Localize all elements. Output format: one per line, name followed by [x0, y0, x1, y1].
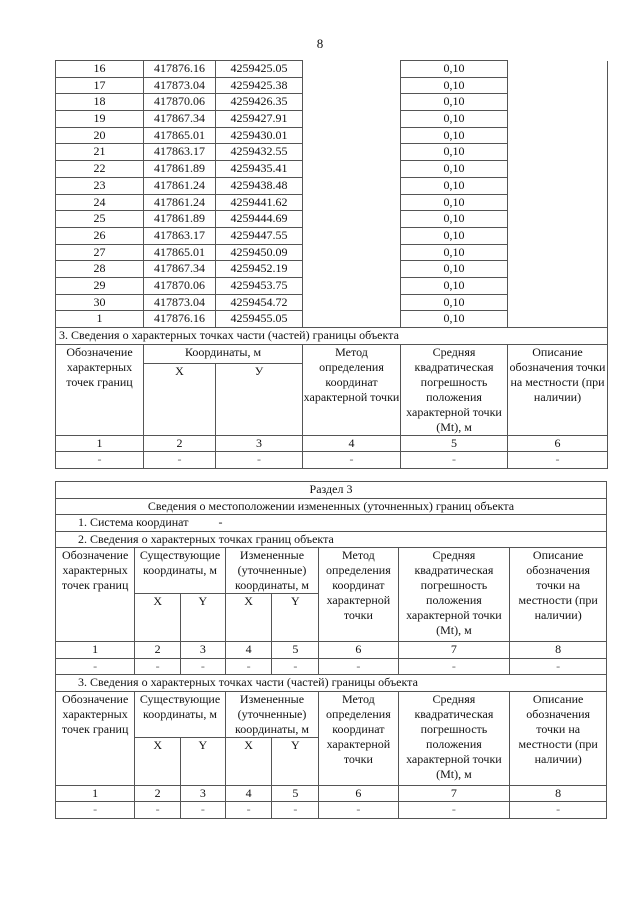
point-description	[508, 161, 608, 178]
point-id: 16	[56, 61, 144, 78]
point-description	[508, 177, 608, 194]
point-x: 417865.01	[144, 244, 216, 261]
coord-system-value: -	[218, 515, 223, 529]
point-id: 23	[56, 177, 144, 194]
cell-value: -	[508, 452, 608, 469]
point-mt: 0,10	[401, 227, 508, 244]
point-method	[303, 161, 401, 178]
col-num: 2	[144, 435, 216, 452]
cell-value: -	[225, 658, 272, 675]
point-id: 1	[56, 311, 144, 328]
header-designation: Обозначение характерных точек границ	[56, 691, 135, 785]
point-description	[508, 211, 608, 228]
col-num: 8	[510, 642, 607, 659]
header-mt: Средняя квадратическая погрешность положения характерной точки (Mt), м	[398, 691, 510, 785]
col-num: 5	[272, 642, 319, 659]
table-row	[56, 261, 608, 278]
header-x: X	[225, 737, 272, 785]
point-description	[508, 277, 608, 294]
point-y: 4259444.69	[216, 211, 303, 228]
point-x: 417876.16	[144, 61, 216, 78]
point-method	[303, 177, 401, 194]
header-description: Описание обозначения точки на местности (при наличии)	[508, 344, 608, 435]
point-id: 30	[56, 294, 144, 311]
cell-value: -	[56, 802, 135, 819]
point-x: 417861.24	[144, 177, 216, 194]
point-method	[303, 277, 401, 294]
section-subtitle: Сведения о местоположении измененных (уточненных) границ объекта	[56, 498, 607, 515]
cell-value: -	[225, 802, 272, 819]
header-method: Метод определения координат характерной точки	[303, 344, 401, 435]
section3-table	[55, 481, 607, 819]
header-designation: Обозначение характерных точек границ	[56, 344, 144, 435]
col-num: 6	[508, 435, 608, 452]
header-y: Y	[272, 594, 319, 642]
point-x: 417861.89	[144, 161, 216, 178]
point-method	[303, 211, 401, 228]
table-row	[56, 211, 608, 228]
point-x: 417865.01	[144, 127, 216, 144]
point-x: 417873.04	[144, 294, 216, 311]
header-description: Описание обозначения точки на местности (при наличии)	[510, 548, 607, 642]
point-description	[508, 127, 608, 144]
point-id: 28	[56, 261, 144, 278]
col-num: 3	[181, 642, 226, 659]
header-method: Метод определения координат характерной точки	[319, 691, 398, 785]
header-existing: Существующие координаты, м	[135, 548, 225, 594]
header-method: Метод определения координат характерной точки	[319, 548, 398, 642]
point-id: 29	[56, 277, 144, 294]
point-x: 417867.34	[144, 261, 216, 278]
point-method	[303, 144, 401, 161]
col-num: 1	[56, 785, 135, 802]
table-row	[56, 77, 608, 94]
section-title: 3. Сведения о характерных точках части (частей) границы объекта	[56, 328, 608, 345]
coord-system-label: 1. Система координат	[78, 515, 189, 529]
point-y: 4259427.91	[216, 111, 303, 128]
col-num: 7	[398, 785, 510, 802]
col-num: 1	[56, 642, 135, 659]
point-method	[303, 94, 401, 111]
cell-value: -	[56, 452, 144, 469]
col-num: 4	[225, 642, 272, 659]
values-row	[56, 658, 607, 675]
table-row	[56, 277, 608, 294]
point-mt: 0,10	[401, 177, 508, 194]
point-id: 21	[56, 144, 144, 161]
table-row	[56, 194, 608, 211]
header-coords: Координаты, м	[144, 344, 303, 363]
point-description	[508, 311, 608, 328]
header-y: Y	[181, 737, 226, 785]
point-method	[303, 294, 401, 311]
point-y: 4259452.19	[216, 261, 303, 278]
point-id: 25	[56, 211, 144, 228]
point-method	[303, 194, 401, 211]
col-num: 2	[135, 642, 181, 659]
header-designation: Обозначение характерных точек границ	[56, 548, 135, 642]
point-y: 4259453.75	[216, 277, 303, 294]
column-numbers-row	[56, 435, 608, 452]
table-row	[56, 111, 608, 128]
cell-value: -	[319, 658, 398, 675]
point-method	[303, 77, 401, 94]
cell-value: -	[272, 658, 319, 675]
point-description	[508, 94, 608, 111]
column-numbers-row	[56, 785, 607, 802]
point-method	[303, 227, 401, 244]
point-mt: 0,10	[401, 127, 508, 144]
point-x: 417861.24	[144, 194, 216, 211]
point-method	[303, 311, 401, 328]
point-x: 417863.17	[144, 227, 216, 244]
header-x: X	[135, 594, 181, 642]
point-y: 4259441.62	[216, 194, 303, 211]
point-x: 417861.89	[144, 211, 216, 228]
point-id: 20	[56, 127, 144, 144]
point-description	[508, 61, 608, 78]
table-row	[56, 294, 608, 311]
header-mt: Средняя квадратическая погрешность положения характерной точки (Mt), м	[398, 548, 510, 642]
point-y: 4259425.38	[216, 77, 303, 94]
point-y: 4259426.35	[216, 94, 303, 111]
cell-value: -	[216, 452, 303, 469]
points-table	[55, 60, 608, 469]
point-description	[508, 294, 608, 311]
point-method	[303, 127, 401, 144]
point-description	[508, 194, 608, 211]
point-mt: 0,10	[401, 77, 508, 94]
point-x: 417876.16	[144, 311, 216, 328]
cell-value: -	[398, 802, 510, 819]
point-x: 417870.06	[144, 94, 216, 111]
point-y: 4259435.41	[216, 161, 303, 178]
cell-value: -	[181, 658, 226, 675]
point-method	[303, 244, 401, 261]
point-mt: 0,10	[401, 61, 508, 78]
cell-value: -	[319, 802, 398, 819]
col-num: 1	[56, 435, 144, 452]
part-title: 2. Сведения о характерных точках границ объекта	[56, 531, 607, 548]
header-mt: Средняя квадратическая погрешность положения характерной точки (Mt), м	[401, 344, 508, 435]
point-mt: 0,10	[401, 211, 508, 228]
coord-system-row	[56, 515, 607, 532]
cell-value: -	[135, 658, 181, 675]
cell-value: -	[181, 802, 226, 819]
header-changed: Измененные (уточненные) координаты, м	[225, 691, 319, 737]
table-row	[56, 94, 608, 111]
col-num: 6	[319, 785, 398, 802]
point-mt: 0,10	[401, 244, 508, 261]
table-row	[56, 244, 608, 261]
page-number: 8	[316, 36, 324, 51]
point-description	[508, 77, 608, 94]
col-num: 5	[272, 785, 319, 802]
cell-value: -	[401, 452, 508, 469]
point-id: 19	[56, 111, 144, 128]
values-row	[56, 802, 607, 819]
table-row	[56, 311, 608, 328]
table-row	[56, 127, 608, 144]
header-y: У	[216, 363, 303, 435]
point-y: 4259430.01	[216, 127, 303, 144]
header-existing: Существующие координаты, м	[135, 691, 225, 737]
point-description	[508, 111, 608, 128]
point-x: 417867.34	[144, 111, 216, 128]
point-method	[303, 111, 401, 128]
point-mt: 0,10	[401, 111, 508, 128]
cell-value: -	[135, 802, 181, 819]
point-y: 4259454.72	[216, 294, 303, 311]
values-row	[56, 452, 608, 469]
col-num: 5	[401, 435, 508, 452]
point-y: 4259438.48	[216, 177, 303, 194]
point-x: 417863.17	[144, 144, 216, 161]
cell-value: -	[510, 658, 607, 675]
point-description	[508, 227, 608, 244]
col-num: 7	[398, 642, 510, 659]
cell-value: -	[56, 658, 135, 675]
col-num: 4	[225, 785, 272, 802]
point-id: 18	[56, 94, 144, 111]
header-x: X	[225, 594, 272, 642]
header-changed: Измененные (уточненные) координаты, м	[225, 548, 319, 594]
cell-value: -	[272, 802, 319, 819]
part-title: 3. Сведения о характерных точках части (частей) границы объекта	[56, 675, 607, 692]
col-num: 8	[510, 785, 607, 802]
table-row	[56, 177, 608, 194]
col-num: 6	[319, 642, 398, 659]
point-id: 26	[56, 227, 144, 244]
header-x: X	[135, 737, 181, 785]
point-y: 4259432.55	[216, 144, 303, 161]
point-mt: 0,10	[401, 277, 508, 294]
cell-value: -	[303, 452, 401, 469]
point-y: 4259425.05	[216, 61, 303, 78]
header-y: Y	[272, 737, 319, 785]
table-row	[56, 227, 608, 244]
point-method	[303, 61, 401, 78]
cell-value: -	[510, 802, 607, 819]
point-y: 4259450.09	[216, 244, 303, 261]
point-description	[508, 244, 608, 261]
point-y: 4259455.05	[216, 311, 303, 328]
point-x: 417873.04	[144, 77, 216, 94]
point-id: 24	[56, 194, 144, 211]
point-id: 27	[56, 244, 144, 261]
column-numbers-row	[56, 642, 607, 659]
point-x: 417870.06	[144, 277, 216, 294]
header-y: Y	[181, 594, 226, 642]
section-heading: Раздел 3	[56, 482, 607, 499]
point-mt: 0,10	[401, 194, 508, 211]
point-method	[303, 261, 401, 278]
col-num: 3	[216, 435, 303, 452]
point-id: 17	[56, 77, 144, 94]
point-mt: 0,10	[401, 261, 508, 278]
table-row	[56, 161, 608, 178]
point-mt: 0,10	[401, 294, 508, 311]
point-mt: 0,10	[401, 311, 508, 328]
point-y: 4259447.55	[216, 227, 303, 244]
point-description	[508, 261, 608, 278]
point-description	[508, 144, 608, 161]
point-id: 22	[56, 161, 144, 178]
table-row	[56, 144, 608, 161]
cell-value: -	[398, 658, 510, 675]
col-num: 2	[135, 785, 181, 802]
point-mt: 0,10	[401, 161, 508, 178]
table-row	[56, 61, 608, 78]
col-num: 3	[181, 785, 226, 802]
point-mt: 0,10	[401, 94, 508, 111]
header-x: Х	[144, 363, 216, 435]
header-description: Описание обозначения точки на местности (при наличии)	[510, 691, 607, 785]
cell-value: -	[144, 452, 216, 469]
point-mt: 0,10	[401, 144, 508, 161]
col-num: 4	[303, 435, 401, 452]
